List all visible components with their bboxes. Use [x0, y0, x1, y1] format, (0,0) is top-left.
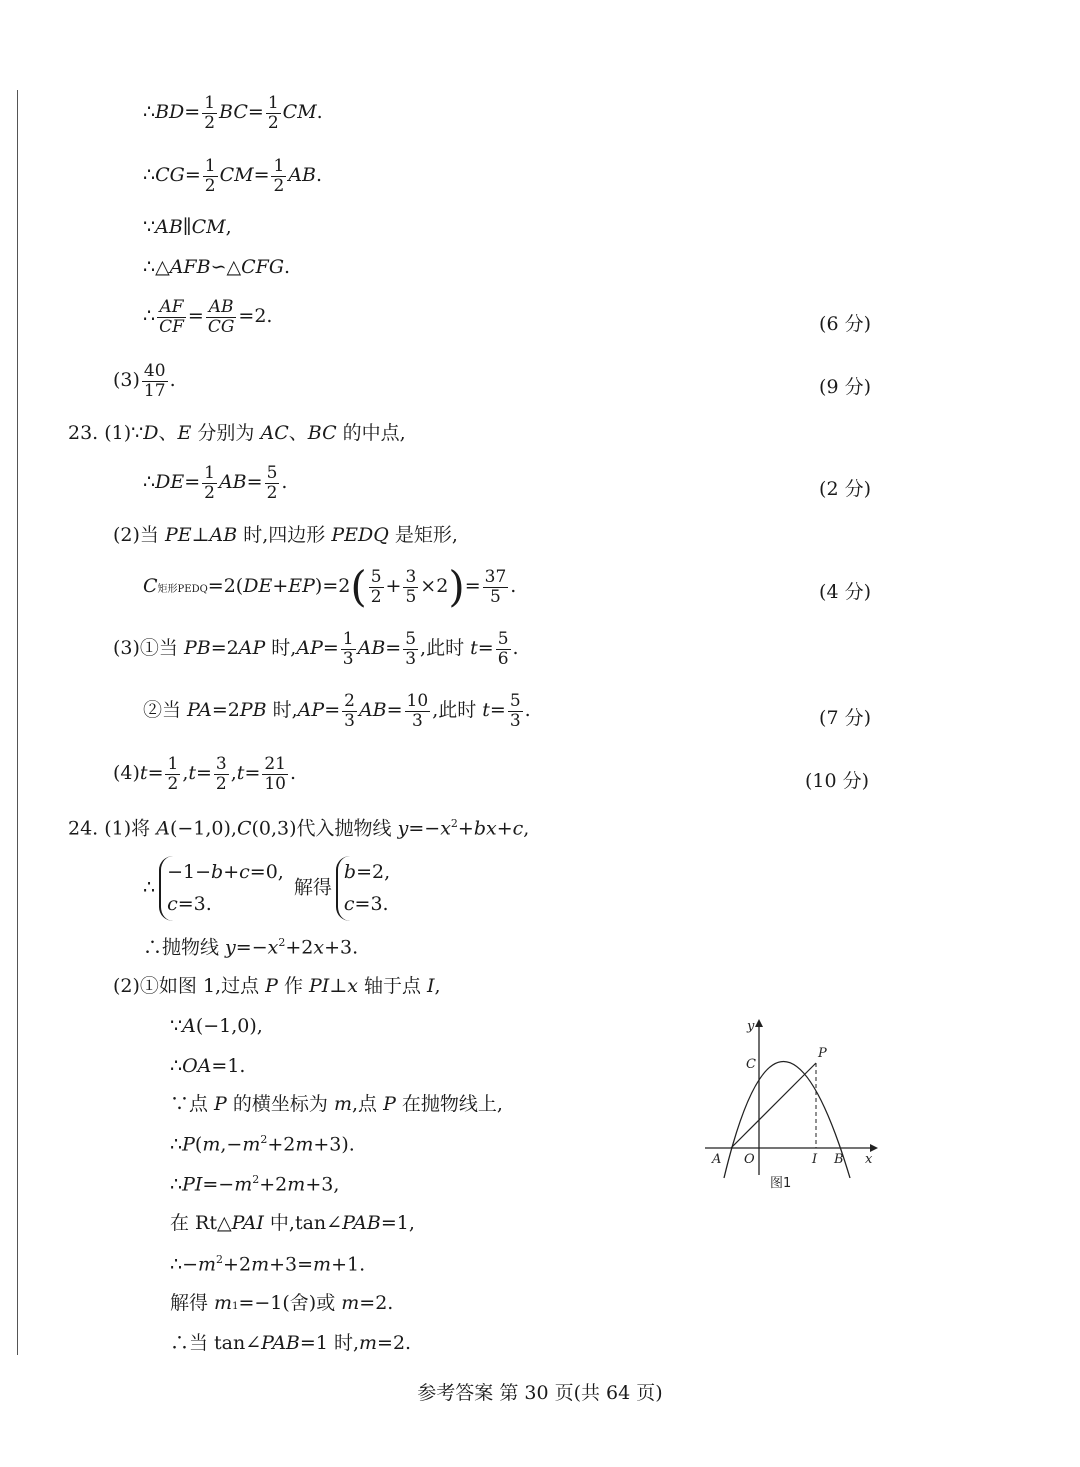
line-part3-answer: (3) $\frac{40}{17}$ . [113, 361, 176, 401]
score-2: (2 分) [819, 478, 871, 500]
line-conclusion: ∴当 tan∠PAB=1 时,m=2. [170, 1332, 412, 1354]
y-axis-arrow [755, 1019, 763, 1027]
label-y: y [747, 1019, 755, 1034]
line-q23-part4: (4)t= $\frac{1}{2}$ ,t= $\frac{3}{2}$ ,t= $\frac{21}{10}$ . [113, 754, 297, 794]
fraction-5-3: $\frac{5}{3}$ [405, 629, 417, 669]
label-i: I [812, 1152, 818, 1167]
fraction-3-2: $\frac{3}{2}$ [215, 754, 227, 794]
figure-1 [700, 1015, 885, 1195]
label-a: A [712, 1152, 722, 1167]
label-b: B [834, 1152, 844, 1167]
fraction-half: $\frac{1}{2}$ [273, 156, 285, 196]
fraction-3-5: $\frac{3}{5}$ [405, 566, 417, 607]
fraction-37-5: $\frac{37}{5}$ [484, 566, 507, 607]
line-bd-bc-cm: ∴BD= $\frac{1}{2}$ BC= $\frac{1}{2}$ CM. [143, 93, 323, 133]
fraction-half: $\frac{1}{2}$ [204, 463, 215, 503]
line-ratio-af-cf: ∴ $\frac{AF}{CF}$ = $\frac{AB}{CG}$ =2. [143, 297, 273, 337]
line-equation-system: ∴ −1−b+c=0, c=3. 解得 b=2, c=3. [143, 856, 394, 921]
margin-rule [17, 90, 18, 1355]
line-q23-part3-case1: (3)①当 PB=2AP 时,AP= $\frac{1}{3}$ AB= $\frac{5}{3}$ ,此时 t= $\frac{5}{6}$ . [113, 629, 519, 669]
line-pi: $\therefore PI=-m^2+2m+3$, [170, 1173, 340, 1196]
line-q23-part2: (2)当 PE⊥AB 时,四边形 PEDQ 是矩形, [113, 524, 458, 546]
line-solve-m: 解得 m1=−1(舍)或 m=2. [170, 1292, 394, 1314]
x-axis-arrow [870, 1144, 878, 1152]
fraction-1-3: $\frac{1}{3}$ [342, 629, 354, 669]
line-q23-part3-case2: ②当 PA=2PB 时,AP= $\frac{2}{3}$ AB= $\frac{10}{3}$ ,此时 t= $\frac{5}{3}$ . [143, 691, 531, 731]
score-6: (6 分) [819, 313, 871, 335]
fraction-1-2: $\frac{1}{2}$ [167, 754, 179, 794]
fraction-half: $\frac{1}{2}$ [204, 156, 216, 196]
line-point-a: ∵A(−1,0), [170, 1015, 263, 1037]
line-tan: 在 Rt△PAI 中,tan∠PAB=1, [170, 1212, 415, 1234]
label-p: P [818, 1046, 827, 1061]
fraction-2-3: $\frac{2}{3}$ [344, 691, 355, 731]
fraction-af-cf: $\frac{AF}{CF}$ [159, 297, 184, 337]
line-q23-part1: 23. (1)∵D、E 分别为 AC、BC 的中点, [68, 422, 406, 444]
line-de-value: ∴DE= $\frac{1}{2}$ AB= $\frac{5}{2}$ . [143, 463, 288, 503]
line-parabola: ∴抛物线 $y=-x^2+2x+3$. [143, 936, 359, 959]
system-left: −1−b+c=0, c=3. [159, 856, 284, 921]
line-point-p-desc: ∵点 P 的横坐标为 m,点 P 在抛物线上, [170, 1093, 503, 1115]
score-9: (9 分) [819, 376, 871, 398]
figure-caption: 图1 [770, 1176, 792, 1191]
system-right: b=2, c=3. [336, 856, 390, 921]
label-c: C [746, 1057, 756, 1072]
parabola-curve [724, 1062, 850, 1179]
line-q24-part1: 24. (1)将 A(−1,0),C(0,3)代入抛物线 $y=-x^2+bx+c$, [68, 817, 530, 840]
score-4: (4 分) [819, 581, 871, 603]
segment-ap [731, 1063, 816, 1148]
line-q24-part2: (2)①如图 1,过点 P 作 PI⊥x 轴于点 I, [113, 975, 441, 997]
fraction-40-17: $\frac{40}{17}$ [143, 361, 166, 401]
fraction-ab-cg: $\frac{AB}{CG}$ [207, 297, 235, 337]
fraction-10-3: $\frac{10}{3}$ [406, 691, 429, 731]
line-oa: ∴OA=1. [170, 1055, 246, 1077]
fraction-5-2: $\frac{5}{2}$ [370, 566, 382, 607]
page-footer: 参考答案 第 30 页(共 64 页) [417, 1382, 663, 1404]
line-ab-parallel-cm: ∵AB∥CM, [143, 216, 232, 238]
line-p-coords: $\therefore P(m,-m^2+2m+3)$. [170, 1133, 355, 1156]
line-perimeter: C矩形PEDQ=2(DE+EP)=2( $\frac{5}{2}$ + $\frac{3}{5}$ ×2)= $\frac{37}{5}$ . [143, 562, 517, 611]
line-cg-cm-ab: ∴CG= $\frac{1}{2}$ CM= $\frac{1}{2}$ AB. [143, 156, 323, 196]
fraction-5-3: $\frac{5}{3}$ [509, 691, 521, 731]
fraction-5-2: $\frac{5}{2}$ [266, 463, 278, 503]
line-equation-m: $\therefore-m^2+2m+3=m+1$. [170, 1253, 366, 1276]
label-o: O [744, 1152, 755, 1167]
score-10: (10 分) [805, 770, 870, 792]
fraction-half: $\frac{1}{2}$ [204, 93, 216, 133]
fraction-5-6: $\frac{5}{6}$ [497, 629, 509, 669]
label-x: x [865, 1152, 873, 1167]
fraction-half: $\frac{1}{2}$ [267, 93, 279, 133]
line-similar-triangles: ∴△AFB∽△CFG. [143, 256, 291, 278]
score-7: (7 分) [819, 707, 871, 729]
fraction-21-10: $\frac{21}{10}$ [264, 754, 286, 794]
